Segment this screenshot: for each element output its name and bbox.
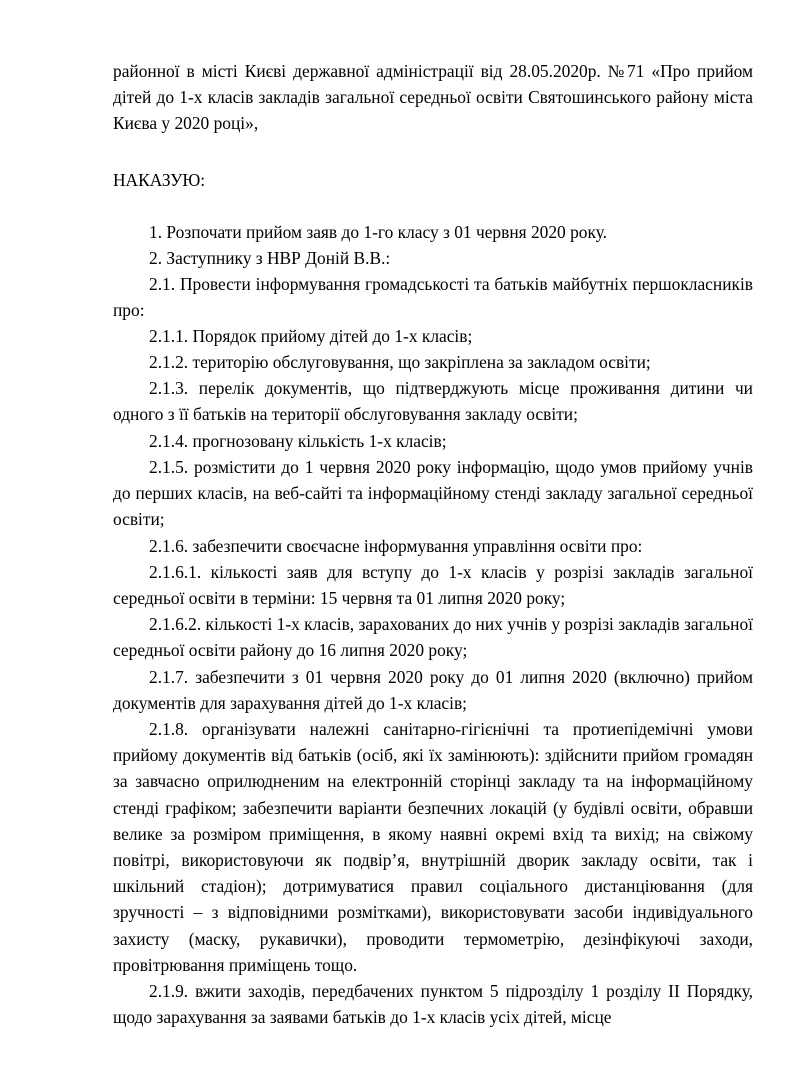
order-heading: НАКАЗУЮ: [113, 170, 206, 190]
list-item: 2.1.5. розмістити до 1 червня 2020 року інформацію, щодо умов прийому учнів до перших класів, на веб-сайті та інформаційному стенді закладу загальної середньої освіти; [113, 457, 753, 530]
list-item: 2.1. Провести інформування громадськості та батьків майбутніх першокласників про: [113, 274, 753, 321]
list-item: 2.1.6.1. кількості заяв для вступу до 1-х класів у розрізі закладів загальної середньої освіти в терміни: 15 червня та 01 липня 2020 року; [113, 562, 753, 609]
list-item: 2.1.4. прогнозовану кількість 1-х класів; [149, 431, 447, 451]
list-item: 2.1.1. Порядок прийому дітей до 1-х класів; [149, 326, 473, 346]
list-item: 1. Розпочати прийом заяв до 1-го класу з 01 червня 2020 року. [149, 222, 607, 242]
list-item: 2.1.3. перелік документів, що підтверджують місце проживання дитини чи одного з її батьків на території обслуговування закладу освіти; [113, 378, 753, 425]
list-item: 2.1.8. організувати належні санітарно-гігієнічні та протиепідемічні умови прийому документів від батьків (осіб, які їх замінюють): здійснити прийом громадян за завчасно оприлюдненим на електронній сторінці закладу та на інформаційному стенді графіком; забезпечити варіанти безпечних локацій (у будівлі освіти, обравши велике за розміром приміщення, в якому наявні окремі вхід та вихід; на свіжому повітрі, використовуючи як подвір’я, внутрішній дворик закладу освіти, так і шкільний стадіон); дотримуватися правил соціального дистанціювання (для зручності – з відповідними розмітками), використовувати засоби індивідуального захисту (маску, рукавички), проводити термометрію, дезінфікуючі заходи, провітрювання приміщень тощо. [113, 719, 753, 975]
list-item: 2. Заступнику з НВР Доній В.В.: [149, 248, 391, 268]
intro-paragraph: районної в місті Києві державної адміністрації від 28.05.2020р. №71 «Про прийом дітей до 1-х класів закладів загальної середньої освіти Святошинського району міста Києва у 2020 році», [113, 61, 753, 134]
list-item: 2.1.6. забезпечити своєчасне інформування управління освіти про: [149, 536, 643, 556]
list-item: 2.1.7. забезпечити з 01 червня 2020 року до 01 липня 2020 (включно) прийом документів для зарахування дітей до 1-х класів; [113, 667, 753, 714]
list-item: 2.1.2. територію обслуговування, що закріплена за закладом освіти; [149, 352, 651, 372]
list-item: 2.1.6.2. кількості 1-х класів, зарахованих до них учнів у розрізі закладів загальної середньої освіти району до 16 липня 2020 року; [113, 614, 753, 661]
list-item: 2.1.9. вжити заходів, передбачених пунктом 5 підрозділу 1 розділу ІІ Порядку, щодо зарахування за заявами батьків до 1-х класів усіх дітей, місце [113, 981, 753, 1028]
